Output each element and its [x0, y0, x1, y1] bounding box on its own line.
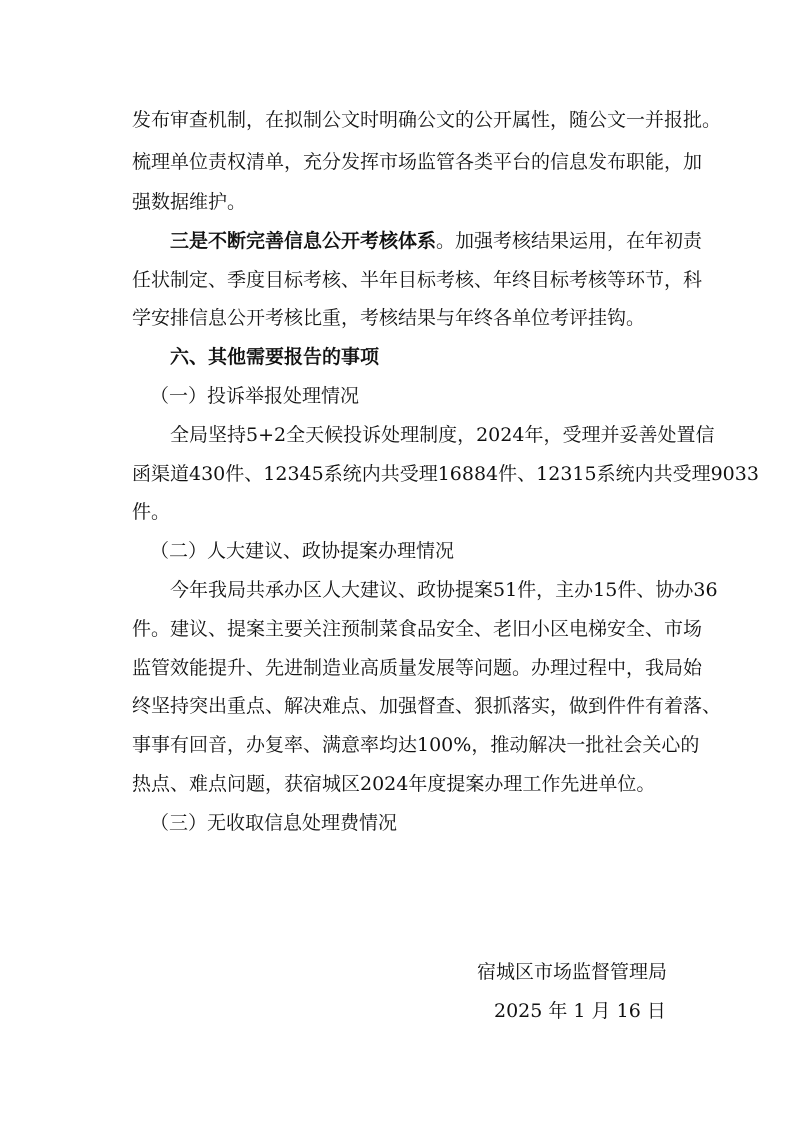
- paragraph-line: 终坚持突出重点、解决难点、加强督查、狠抓落实，做到件件有着落、: [132, 695, 722, 717]
- signature-organization: 宿城区市场监督管理局: [477, 961, 668, 983]
- paragraph-text: 。加强考核结果运用，在年初责: [436, 230, 703, 252]
- paragraph-line: 发布审查机制，在拟制公文时明确公文的公开属性，随公文一并报批。: [132, 109, 722, 131]
- paragraph-line: 函渠道430件、12345系统内共受理16884件、12315系统内共受理9033: [132, 463, 759, 485]
- subsection-heading: （一）投诉举报处理情况: [150, 385, 360, 407]
- bold-lead-text: 三是不断完善信息公开考核体系: [170, 230, 437, 252]
- paragraph-line: 学安排信息公开考核比重，考核结果与年终各单位考评挂钩。: [132, 307, 646, 329]
- paragraph-line: 事事有回音，办复率、满意率均达100%，推动解决一批社会关心的: [132, 734, 700, 756]
- signature-date: 2025 年 1 月 16 日: [494, 1000, 666, 1022]
- paragraph-line: 梳理单位责权清单，充分发挥市场监管各类平台的信息发布职能，加: [132, 151, 703, 173]
- paragraph-line: 件。建议、提案主要关注预制菜食品安全、老旧小区电梯安全、市场: [132, 618, 703, 640]
- paragraph-line: 任状制定、季度目标考核、半年目标考核、年终目标考核等环节，科: [132, 269, 703, 291]
- paragraph-line: 件。: [132, 501, 171, 523]
- paragraph-line: 监管效能提升、先进制造业高质量发展等问题。办理过程中，我局始: [132, 657, 703, 679]
- section-heading: 六、其他需要报告的事项: [170, 346, 380, 368]
- paragraph-line: 今年我局共承办区人大建议、政协提案51件，主办15件、协办36: [170, 579, 718, 601]
- subsection-heading: （二）人大建议、政协提案办理情况: [150, 540, 455, 562]
- paragraph-line: 强数据维护。: [132, 191, 247, 213]
- paragraph-line: 全局坚持5+2全天候投诉处理制度，2024年，受理并妥善处置信: [170, 424, 715, 446]
- subsection-heading: （三）无收取信息处理费情况: [150, 812, 398, 834]
- paragraph-line: [170, 225, 703, 257]
- paragraph-line: 热点、难点问题，获宿城区2024年度提案办理工作先进单位。: [132, 773, 656, 795]
